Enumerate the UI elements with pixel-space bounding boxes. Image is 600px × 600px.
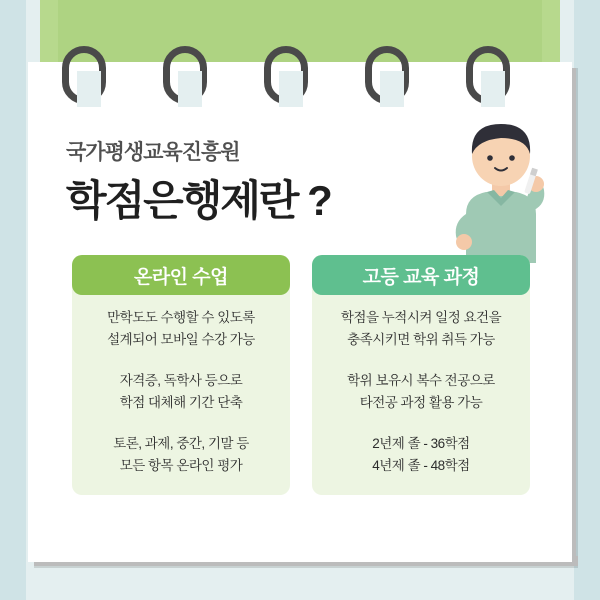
binder-ring-icon (163, 46, 207, 104)
text-line: 모든 항목 온라인 평가 (119, 457, 243, 473)
card-title: 온라인 수업 (72, 255, 290, 295)
text-line: 4년제 졸 - 48학점 (372, 457, 470, 473)
text-line: 학점 대체해 기간 단축 (119, 394, 243, 410)
card-paragraph (88, 307, 274, 350)
page-title: 학점은행제란 ? (66, 177, 331, 224)
card-paragraph (328, 307, 514, 350)
card-online-class (72, 255, 290, 495)
text-line: 학점을 누적시켜 일정 요건을 (340, 310, 502, 325)
card-paragraph (88, 370, 274, 413)
text-line: 충족시키면 학위 취득 가능 (347, 331, 495, 347)
text-line: 만학도도 수행할 수 있도록 (107, 310, 255, 325)
card-paragraph (328, 370, 514, 413)
card-body (312, 307, 530, 477)
card-title: 고등 교육 과정 (312, 255, 530, 295)
card-higher-education (312, 255, 530, 495)
background-left-strip (0, 0, 26, 600)
binder-ring-icon (365, 46, 409, 104)
organization-label: 국가평생교육진흥원 (66, 141, 240, 164)
background-right-strip (574, 0, 600, 600)
card-paragraph (88, 433, 274, 476)
student-character-illustration (440, 118, 560, 263)
text-line: 토론, 과제, 중간, 기말 등 (113, 436, 249, 452)
card-paragraph (328, 433, 514, 476)
text-line: 자격증, 독학사 등으로 (119, 373, 243, 389)
text-line: 2년제 졸 - 36학점 (372, 436, 470, 452)
binder-ring-icon (264, 46, 308, 104)
text-line: 학위 보유시 복수 전공으로 (347, 373, 495, 389)
text-line: 타전공 과정 활용 가능 (359, 394, 483, 410)
text-line: 설계되어 모바일 수강 가능 (107, 331, 255, 347)
card-body (72, 307, 290, 477)
binder-ring-icon (62, 46, 106, 104)
binder-ring-icon (466, 46, 510, 104)
